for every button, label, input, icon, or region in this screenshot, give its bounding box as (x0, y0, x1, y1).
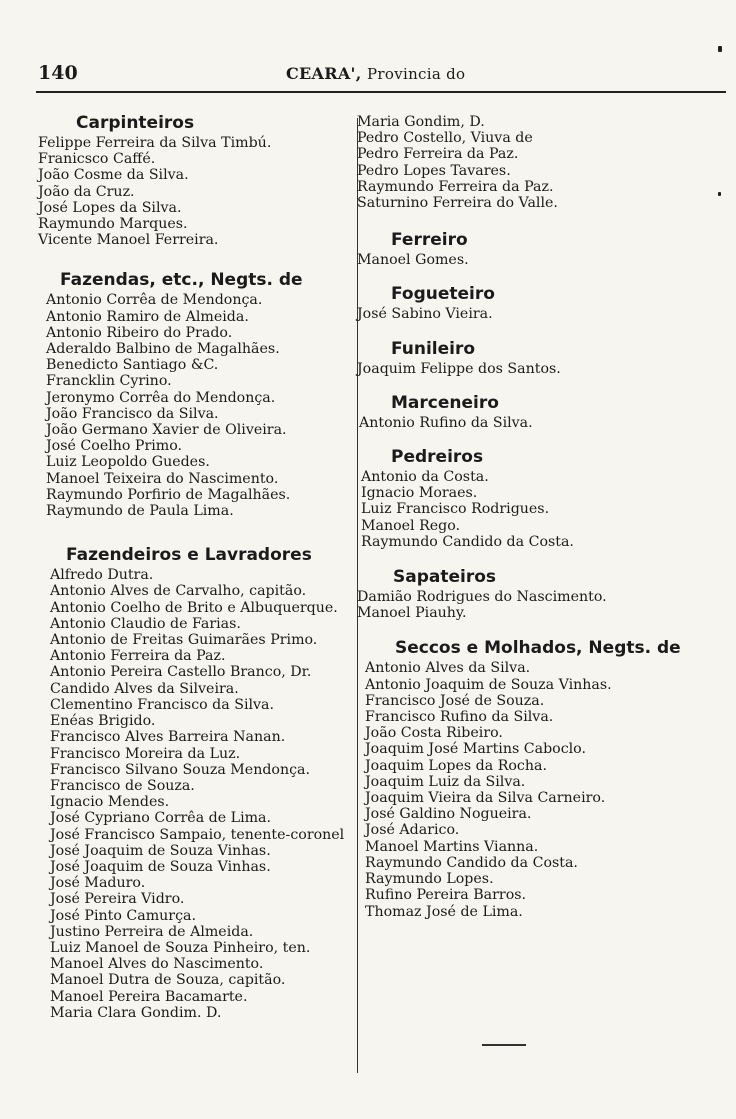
directory-entry: Damião Rodrigues do Nascimento. (357, 589, 607, 606)
province-name: CEARA', (286, 64, 362, 83)
directory-entry: Maria Clara Gondim. D. (50, 1004, 222, 1021)
directory-entry: Aderaldo Balbino de Magalhães. (46, 341, 280, 358)
directory-entry: Justino Perreira de Almeida. (50, 923, 254, 940)
section-heading: Pedreiros (391, 447, 484, 468)
directory-entry: Manoel Rego. (361, 517, 461, 534)
directory-entry: Antonio Rufino da Silva. (359, 414, 533, 431)
directory-entry: Francisco Rufino da Silva. (365, 709, 554, 726)
directory-entry: José Coelho Primo. (46, 438, 183, 455)
section-heading: Sapateiros (393, 567, 497, 588)
section-heading: Fogueteiro (391, 284, 495, 305)
directory-section (38, 112, 356, 248)
page-header (0, 62, 736, 92)
directory-entry: José Francisco Sampaio, tenente-coronel (50, 826, 345, 843)
section-heading: Ferreiro (391, 230, 468, 251)
directory-section (38, 544, 356, 1021)
directory-entry: Felippe Ferreira da Silva Timbú. (38, 135, 272, 151)
directory-entry: Clementino Francisco da Silva. (50, 696, 275, 713)
running-title (286, 64, 465, 83)
right-column (357, 112, 729, 920)
directory-entry: Manoel Piauhy. (357, 605, 467, 622)
directory-entry: Pedro Lopes Tavares. (357, 162, 511, 179)
directory-section (357, 114, 729, 211)
directory-entry: Antonio Coelho de Brito e Albuquerque. (50, 599, 338, 616)
directory-entry: Vicente Manoel Ferreira. (38, 232, 219, 249)
directory-entry: Antonio Alves da Silva. (365, 660, 531, 677)
directory-entry: Joaquim José Martins Caboclo. (365, 741, 586, 758)
directory-entry: Raymundo Lopes. (365, 871, 494, 888)
directory-entry: Manoel Alves do Nascimento. (50, 956, 264, 973)
directory-section (357, 392, 729, 431)
section-heading: Marceneiro (391, 392, 499, 413)
directory-entry: Joaquim Luiz da Silva. (365, 773, 526, 790)
directory-entry: José Pinto Camurça. (50, 907, 196, 924)
left-column (38, 112, 356, 1021)
directory-entry: Saturnino Ferreira do Valle. (357, 195, 558, 212)
directory-entry: José Pereira Vidro. (50, 891, 185, 908)
directory-entry: Thomaz José de Lima. (365, 903, 523, 920)
directory-entry: Antonio Joaquim de Souza Vinhas. (365, 676, 612, 693)
directory-entry: Antonio Ribeiro do Prado. (46, 324, 233, 341)
directory-entry: João Costa Ribeiro. (365, 725, 503, 742)
directory-entry: Candido Alves da Silveira. (50, 680, 239, 697)
directory-entry: Luiz Manoel de Souza Pinheiro, ten. (50, 939, 311, 956)
directory-entry: José Sabino Vieira. (357, 306, 493, 323)
directory-entry: Antonio Pereira Castello Branco, Dr. (50, 664, 312, 681)
directory-entry: Manoel Teixeira do Nascimento. (46, 470, 279, 487)
directory-entry: Raymundo Ferreira da Paz. (357, 178, 554, 195)
directory-entry: Antonio de Freitas Guimarães Primo. (50, 632, 318, 649)
directory-entry: Joaquim Felippe dos Santos. (357, 360, 561, 377)
directory-entry: Manoel Dutra de Souza, capitão. (50, 972, 286, 989)
directory-entry: Antonio Ramiro de Almeida. (46, 308, 249, 325)
directory-entry: João Cosme da Silva. (38, 167, 189, 184)
directory-entry: Ignacio Moraes. (361, 485, 478, 502)
directory-section (357, 229, 729, 268)
directory-entry: Raymundo Marques. (38, 216, 188, 233)
directory-entry: Joaquim Lopes da Rocha. (365, 757, 547, 774)
directory-section (357, 338, 729, 377)
directory-entry: Antonio Corrêa de Mendonça. (46, 292, 263, 309)
section-heading: Fazendeiros e Lavradores (66, 545, 312, 566)
directory-entry: José Joaquim de Souza Vinhas. (50, 858, 271, 875)
margin-speck (718, 46, 722, 52)
page-number: 140 (38, 62, 78, 84)
directory-entry: Francklin Cyrino. (46, 373, 172, 390)
directory-entry: Ignacio Mendes. (50, 794, 170, 811)
directory-entry: João Francisco da Silva. (46, 405, 219, 422)
directory-entry: Luiz Francisco Rodrigues. (361, 501, 550, 518)
directory-entry: Luiz Leopoldo Guedes. (46, 454, 210, 471)
running-subtitle: Provincia do (367, 65, 466, 83)
header-rule (36, 91, 726, 93)
directory-entry: Antonio Alves de Carvalho, capitão. (50, 583, 307, 600)
directory-entry: Manoel Pereira Bacamarte. (50, 988, 248, 1005)
directory-entry: Joaquim Vieira da Silva Carneiro. (365, 790, 606, 807)
directory-entry: Pedro Costello, Viuva de (357, 130, 533, 147)
directory-entry: Franicsco Caffé. (38, 151, 156, 168)
directory-entry: Manoel Martins Vianna. (365, 838, 539, 855)
directory-entry: Antonio da Costa. (361, 469, 489, 486)
directory-entry: Alfredo Dutra. (50, 567, 154, 584)
directory-section (38, 269, 356, 519)
directory-entry: José Cypriano Corrêa de Lima. (50, 810, 272, 827)
directory-entry: Francisco de Souza. (50, 777, 195, 794)
directory-entry: Antonio Ferreira da Paz. (50, 648, 226, 665)
directory-entry: Francisco José de Souza. (365, 692, 545, 709)
section-heading: Carpinteiros (76, 113, 195, 133)
directory-entry: Jeronymo Corrêa do Mendonça. (46, 389, 276, 406)
directory-entry: João Germano Xavier de Oliveira. (46, 422, 287, 439)
directory-entry: Enéas Brigido. (50, 713, 156, 730)
directory-entry: Raymundo Porfirio de Magalhães. (46, 486, 291, 503)
directory-entry: Raymundo Candido da Costa. (365, 854, 578, 871)
directory-entry: Raymundo Candido da Costa. (361, 533, 574, 550)
directory-entry: Francisco Alves Barreira Nanan. (50, 729, 286, 746)
directory-entry: Benedicto Santiago &C. (46, 357, 219, 374)
directory-entry: José Galdino Nogueira. (365, 806, 532, 823)
directory-entry: José Lopes da Silva. (38, 199, 182, 216)
section-heading: Fazendas, etc., Negts. de (60, 270, 303, 291)
directory-section (357, 566, 729, 621)
section-heading: Seccos e Molhados, Negts. de (395, 638, 681, 659)
directory-section (357, 446, 729, 550)
directory-entry: Francisco Silvano Souza Mendonça. (50, 761, 311, 778)
directory-entry: Rufino Pereira Barros. (365, 887, 527, 904)
directory-section (357, 283, 729, 322)
directory-section (357, 637, 729, 919)
directory-entry: José Maduro. (50, 875, 146, 892)
directory-entry: Antonio Claudio de Farias. (50, 615, 241, 632)
directory-entry: Francisco Moreira da Luz. (50, 745, 241, 762)
end-ornament-rule (482, 1044, 526, 1046)
directory-entry: Manoel Gomes. (357, 252, 469, 269)
section-heading: Funileiro (391, 338, 476, 359)
directory-entry: José Adarico. (365, 822, 460, 839)
directory-entry: Maria Gondim, D. (357, 114, 485, 130)
directory-entry: Raymundo de Paula Lima. (46, 503, 234, 520)
margin-speck (718, 192, 721, 196)
directory-entry: João da Cruz. (38, 183, 135, 200)
directory-entry: Pedro Ferreira da Paz. (357, 146, 519, 163)
directory-entry: José Joaquim de Souza Vinhas. (50, 842, 271, 859)
